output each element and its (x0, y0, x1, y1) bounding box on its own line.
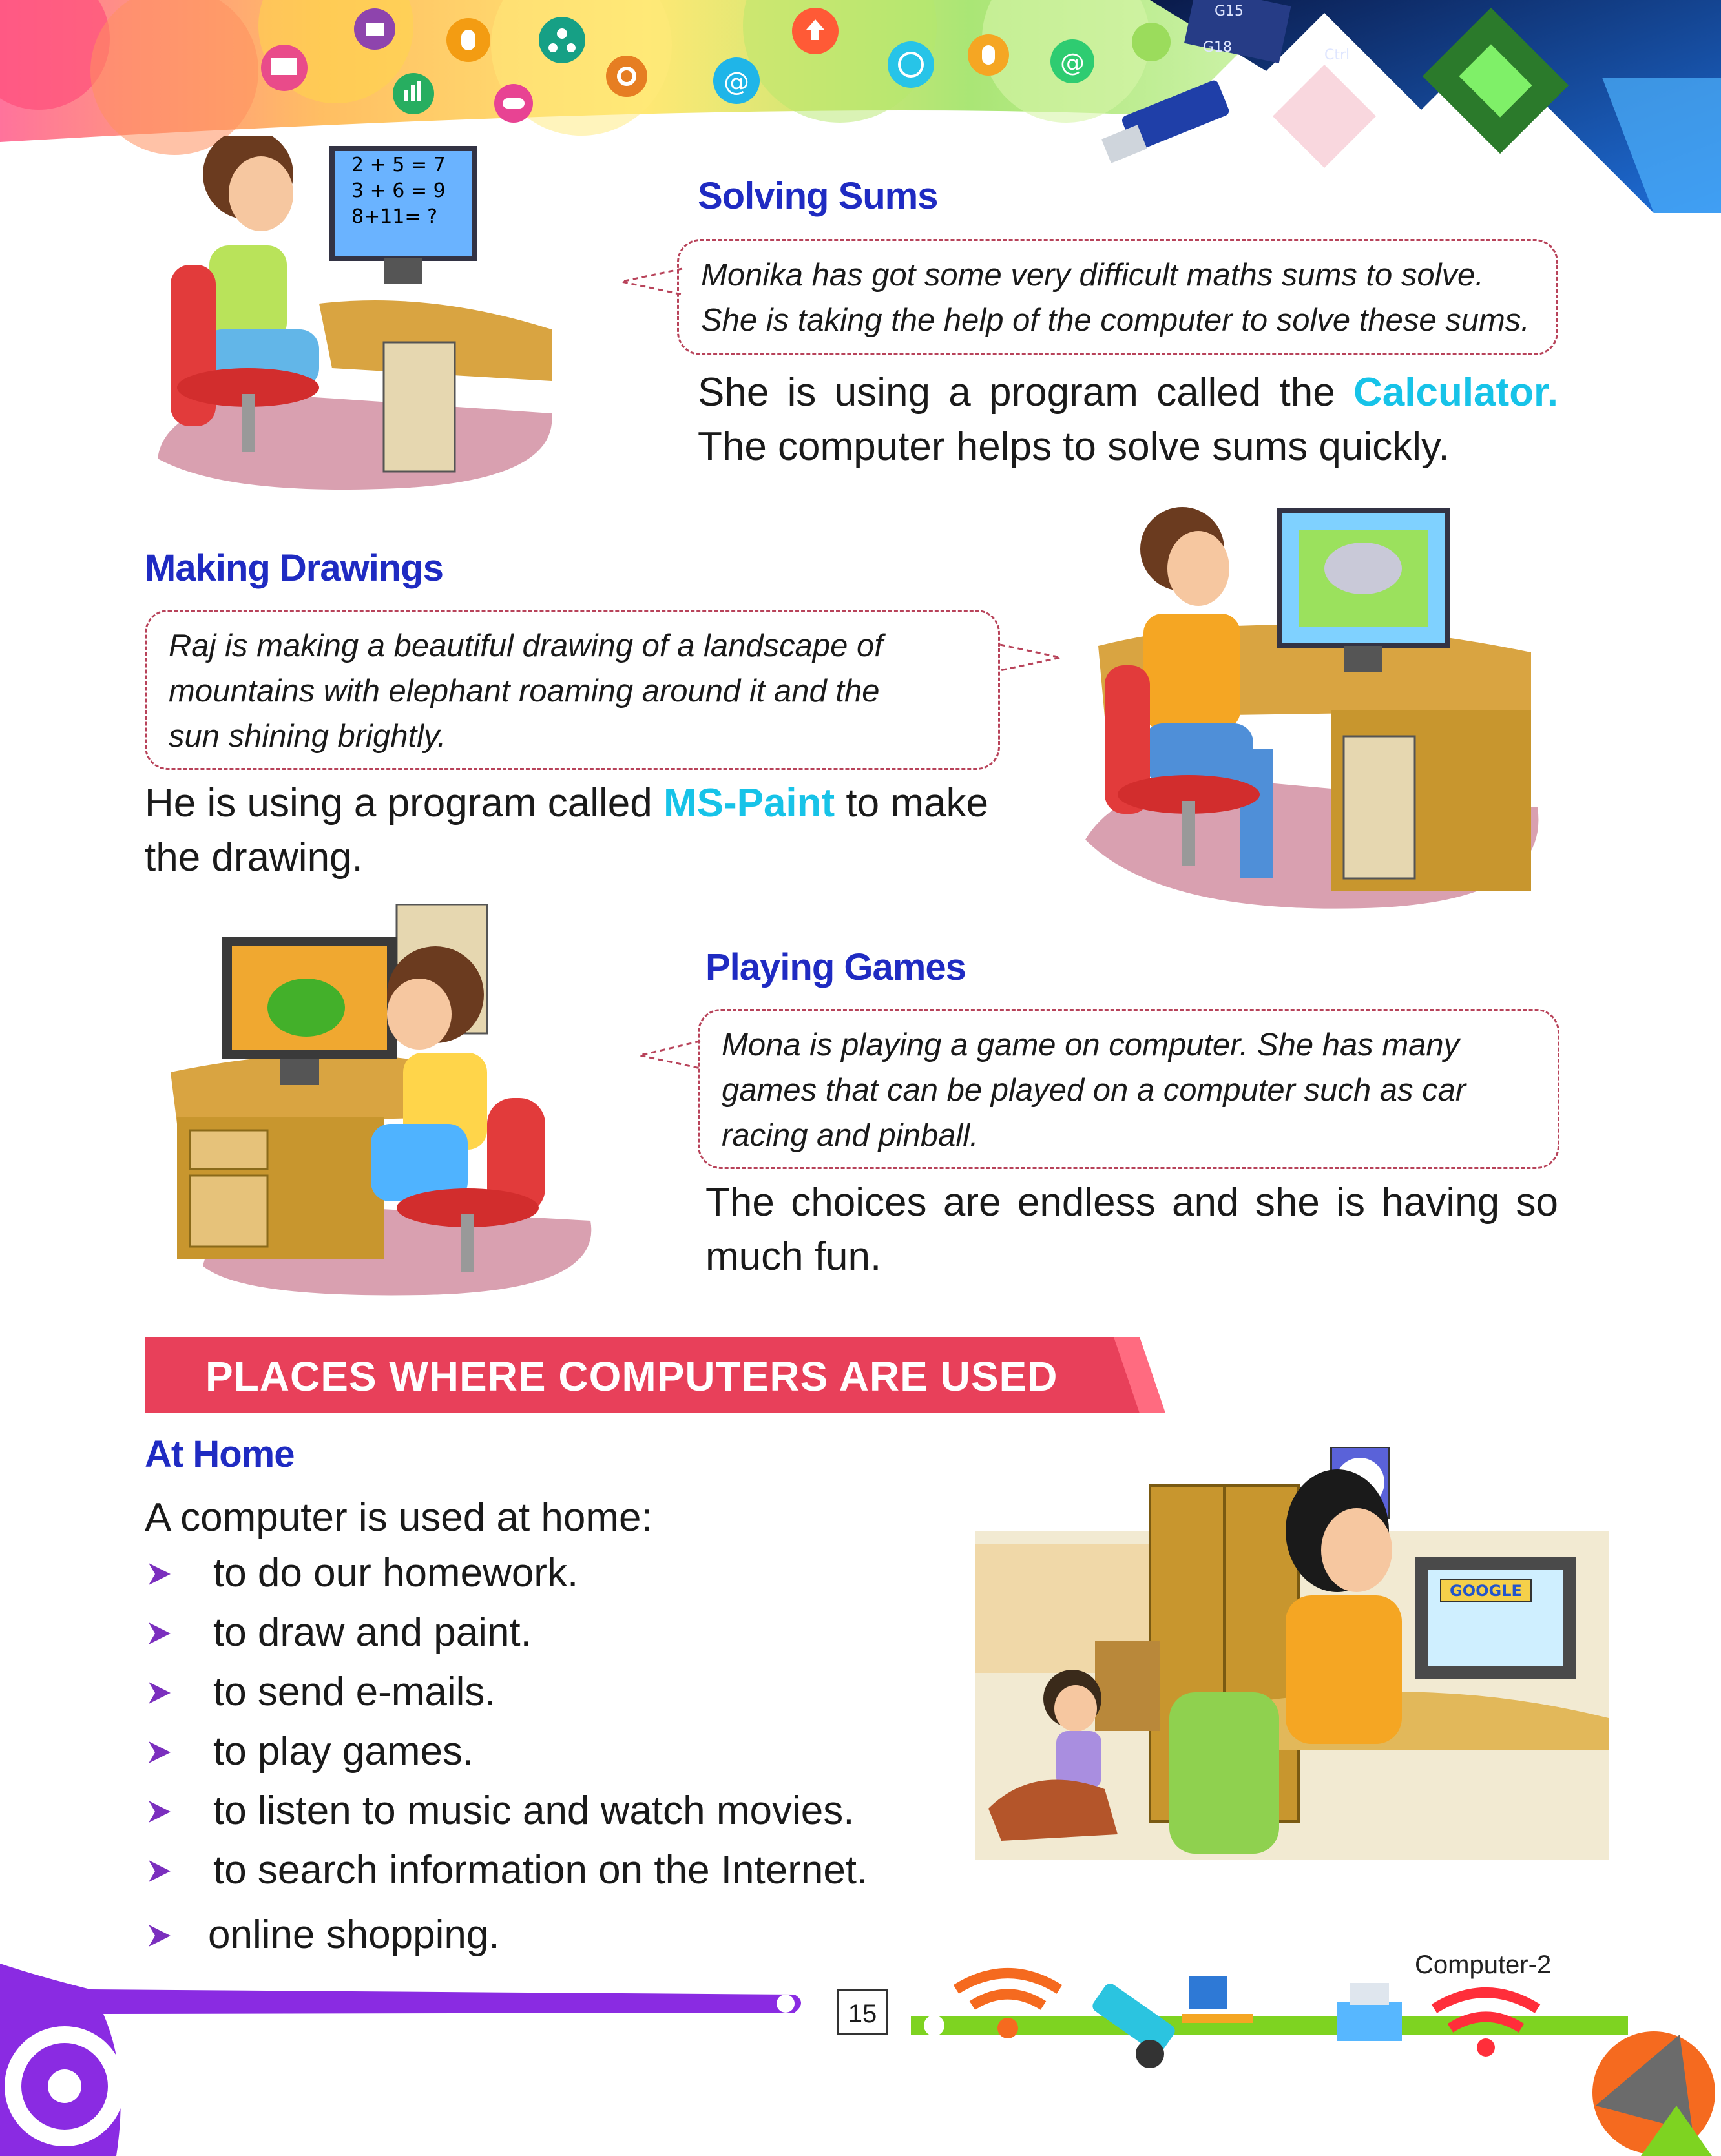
chart-icon-2 (1132, 23, 1171, 61)
making-drawings-bubble (145, 610, 1000, 770)
playing-games-bubble (698, 1009, 1559, 1169)
satellite-dish-icon (1592, 2031, 1715, 2156)
screen-line-3: 8+11= ? (351, 205, 437, 228)
list-item-text: to do our homework. (213, 1551, 579, 1595)
desk-computer-icon (1182, 1976, 1253, 2023)
bubble-tail (619, 264, 683, 302)
bubble-line: Mona is playing a game on computer. She has many (722, 1028, 1460, 1062)
list-item-text: to draw and paint. (213, 1610, 532, 1655)
key-label-g18: G18 (1203, 39, 1233, 56)
list-item (145, 1603, 868, 1663)
solving-sums-heading: Solving Sums (698, 175, 938, 217)
screen-line-1: 2 + 5 = 7 (351, 154, 446, 176)
chevron-right-icon (149, 1682, 171, 1704)
folder-icon (354, 8, 395, 50)
svg-text:@: @ (724, 67, 749, 97)
bubble-tail (999, 639, 1063, 678)
calculator-program-name: Calculator. (1353, 370, 1558, 415)
list-item-text: online shopping. (208, 1912, 500, 1957)
bubble-line: Monika has got some very difficult maths sums to solve. (701, 258, 1484, 293)
ms-paint-program-name: MS-Paint (663, 781, 835, 825)
making-drawings-text (145, 776, 1010, 885)
gamepad-icon (494, 84, 533, 123)
raj-drawing-illustration (1085, 504, 1550, 917)
places-section-title: PLACES WHERE COMPUTERS ARE USED (205, 1353, 1058, 1400)
bubble-line: racing and pinball. (722, 1118, 979, 1153)
bubble-line: games that can be played on a computer such as car (722, 1073, 1466, 1108)
at-sign-icon (713, 57, 760, 104)
screen-google-word: GOOGLE (1450, 1582, 1522, 1600)
list-item-text: to send e-mails. (213, 1670, 496, 1714)
monitor-icon (261, 45, 308, 91)
at-home-heading: At Home (145, 1433, 295, 1475)
home-computer-illustration (975, 1447, 1609, 1860)
at-sign-icon-2 (1050, 39, 1094, 83)
bubble-line: Raj is making a beautiful drawing of a landscape of (169, 628, 883, 663)
svg-text:@: @ (1060, 48, 1085, 77)
chevron-right-icon (149, 1622, 171, 1644)
settings-icon (606, 56, 647, 97)
bubble-tail (637, 1036, 702, 1075)
keyboard-chip-image (1150, 0, 1721, 213)
monika-computer-illustration (138, 136, 565, 497)
body-text-part: to make the drawing. (145, 781, 988, 880)
list-item (145, 1781, 868, 1841)
at-home-intro: A computer is used at home: (145, 1495, 652, 1540)
at-home-list (145, 1544, 868, 1965)
list-item (145, 1841, 868, 1900)
chevron-right-icon (149, 1801, 171, 1823)
network-icon (539, 17, 585, 63)
playing-games-text: The choices are endless and she is having so much fun. (705, 1180, 1558, 1279)
list-item-text: to search information on the Internet. (213, 1848, 868, 1892)
mona-game-illustration (164, 904, 603, 1298)
chevron-right-icon (149, 1741, 171, 1763)
body-text-part: The computer helps to solve sums quickly. (698, 424, 1450, 469)
key-label-g15: G15 (1215, 3, 1244, 19)
list-item (145, 1544, 868, 1603)
list-item-text: to play games. (213, 1729, 474, 1774)
page-number: 15 (837, 1989, 888, 2035)
chart-icon (393, 73, 434, 114)
key-label-ctrl: Ctrl (1324, 47, 1350, 63)
bubble-line: She is taking the help of the computer to solve these sums. (701, 303, 1530, 338)
body-text-part: She is using a program called the (698, 370, 1353, 415)
list-item (145, 1722, 868, 1781)
list-item-text: to listen to music and watch movies. (213, 1788, 855, 1833)
body-text-part: He is using a program called (145, 781, 663, 825)
printer-icon (1337, 1983, 1402, 2041)
globe-icon (888, 41, 934, 88)
chevron-right-icon (149, 1860, 171, 1882)
making-drawings-heading: Making Drawings (145, 547, 443, 589)
screen-line-2: 3 + 6 = 9 (351, 180, 446, 202)
bubble-line: sun shining brightly. (169, 719, 446, 754)
bubble-line: mountains with elephant roaming around it and the (169, 674, 880, 709)
playing-games-heading: Playing Games (705, 946, 966, 988)
chevron-right-icon (149, 1563, 171, 1585)
book-title: Computer-2 (1415, 1951, 1552, 1979)
solving-sums-bubble (677, 239, 1558, 355)
mouse-icon-2 (968, 34, 1009, 76)
upload-icon (792, 8, 839, 54)
solving-sums-text (698, 366, 1558, 474)
mouse-icon (446, 18, 490, 62)
list-item (145, 1663, 868, 1722)
